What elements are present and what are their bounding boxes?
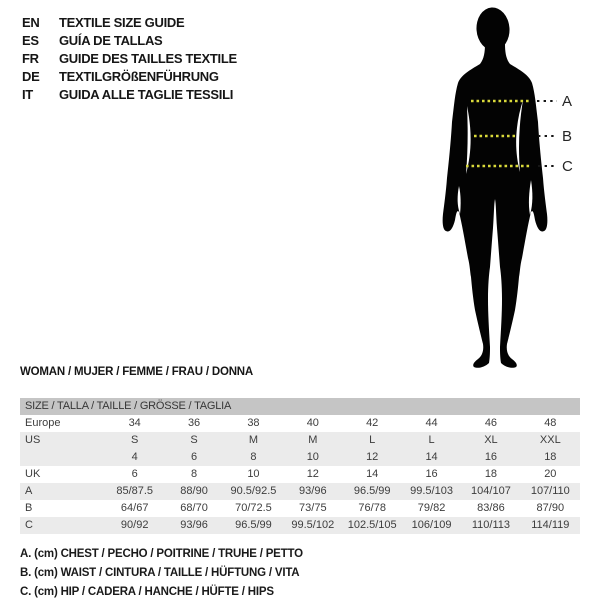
woman-silhouette-figure — [410, 0, 600, 380]
size-value: 79/82 — [417, 502, 446, 514]
size-value: 16 — [484, 451, 498, 463]
language-code: IT — [22, 87, 33, 102]
size-value: 8 — [191, 468, 198, 480]
size-value: 106/109 — [411, 519, 452, 531]
size-value: M — [248, 434, 259, 446]
size-value: 36 — [187, 417, 201, 429]
size-value: 110/113 — [471, 519, 510, 531]
size-value: 93/96 — [299, 485, 327, 497]
size-value: L — [369, 434, 376, 446]
legend-item-c: C. (cm) HIP / CADERA / HANCHE / HÜFTE / HIPS — [20, 586, 274, 598]
size-value: 10 — [306, 451, 319, 463]
size-value: 44 — [425, 417, 438, 429]
measure-label-c: C — [562, 158, 573, 175]
size-value: 42 — [366, 417, 379, 429]
row-label: US — [25, 434, 41, 446]
size-value: 85/87.5 — [116, 485, 154, 497]
size-value: 64/67 — [120, 502, 149, 514]
size-value: 48 — [544, 417, 557, 429]
size-value: 76/78 — [358, 502, 386, 514]
language-label: GUIDA ALLE TAGLIE TESSILI — [59, 87, 234, 102]
language-title-block — [22, 14, 237, 104]
language-label: GUIDE DES TAILLES TEXTILE — [59, 51, 237, 66]
size-value: 87/90 — [536, 502, 565, 514]
language-row-it — [22, 86, 237, 104]
table-row-uk — [20, 466, 580, 483]
size-value: 8 — [250, 451, 257, 463]
language-code: EN — [22, 15, 40, 30]
size-value: 16 — [425, 468, 438, 480]
size-value: 96.5/99 — [353, 485, 391, 497]
size-value: XL — [484, 434, 498, 446]
table-section-title: WOMAN / MUJER / FEMME / FRAU / DONNA — [20, 366, 254, 378]
size-value: 18 — [544, 451, 557, 463]
size-value: 107/110 — [530, 485, 570, 497]
size-value: 114/119 — [531, 519, 570, 531]
size-value: 93/96 — [180, 519, 208, 531]
size-value: 73/75 — [299, 502, 327, 514]
size-table — [20, 398, 580, 534]
table-row-b — [20, 500, 580, 517]
language-row-en — [22, 14, 237, 32]
size-table-body — [20, 415, 580, 534]
size-value: 96.5/99 — [235, 519, 272, 531]
size-value: 99.5/102 — [291, 519, 335, 531]
size-value: 104/107 — [471, 485, 511, 497]
size-value: XXL — [539, 434, 561, 446]
size-value: 12 — [366, 451, 379, 463]
size-value: 40 — [306, 417, 319, 429]
language-code: ES — [22, 33, 39, 48]
row-label: A — [25, 485, 33, 497]
size-value: 14 — [425, 451, 438, 463]
size-value: 68/70 — [180, 502, 208, 514]
size-value: 6 — [191, 451, 198, 463]
measure-label-a: A — [562, 93, 573, 110]
language-code: FR — [22, 51, 39, 66]
size-value: L — [428, 434, 435, 446]
row-label: Europe — [25, 417, 61, 429]
size-value: S — [190, 434, 198, 446]
row-label: C — [25, 519, 33, 531]
language-code: DE — [22, 69, 40, 84]
measure-label-b: B — [562, 128, 573, 145]
row-label — [20, 449, 105, 466]
size-value: 14 — [366, 468, 379, 480]
table-row-a — [20, 483, 580, 500]
table-row-c — [20, 517, 580, 534]
size-value: 10 — [247, 468, 260, 480]
size-value: S — [131, 434, 139, 446]
language-label: TEXTILE SIZE GUIDE — [59, 15, 185, 30]
language-row-es — [22, 32, 237, 50]
size-value: 4 — [131, 451, 138, 463]
size-value: 12 — [306, 468, 319, 480]
table-row — [20, 449, 580, 466]
language-row-de — [22, 68, 237, 86]
size-value: 34 — [128, 417, 141, 429]
language-label: GUÍA DE TALLAS — [59, 33, 163, 48]
language-label: TEXTILGRÖßENFÜHRUNG — [59, 69, 219, 84]
size-value: 6 — [131, 468, 138, 480]
size-value: 90/92 — [120, 519, 149, 531]
size-value: 99.5/103 — [410, 485, 453, 497]
size-value: 83/86 — [477, 502, 505, 514]
row-label: UK — [25, 468, 41, 480]
table-row-us — [20, 432, 580, 449]
legend-item-b: B. (cm) WAIST / CINTURA / TAILLE / HÜFTUNG / VITA — [20, 567, 300, 579]
size-value: 20 — [544, 468, 557, 480]
size-value: 102.5/105 — [347, 519, 397, 531]
size-value: 46 — [484, 417, 498, 429]
measurement-legend — [20, 545, 303, 600]
language-row-fr — [22, 50, 237, 68]
legend-item-a: A. (cm) CHEST / PECHO / POITRINE / TRUHE / PETTO — [20, 548, 303, 560]
row-label: B — [25, 502, 33, 514]
size-value: 88/90 — [180, 485, 208, 497]
size-value: 18 — [484, 468, 498, 480]
size-value: 38 — [247, 417, 260, 429]
size-value: 90.5/92.5 — [230, 485, 277, 497]
table-row-europe — [20, 415, 580, 432]
size-value: M — [308, 434, 318, 446]
size-table-header: SIZE / TALLA / TAILLE / GRÖSSE / TAGLIA — [20, 398, 580, 415]
size-value: 70/72.5 — [235, 502, 272, 514]
